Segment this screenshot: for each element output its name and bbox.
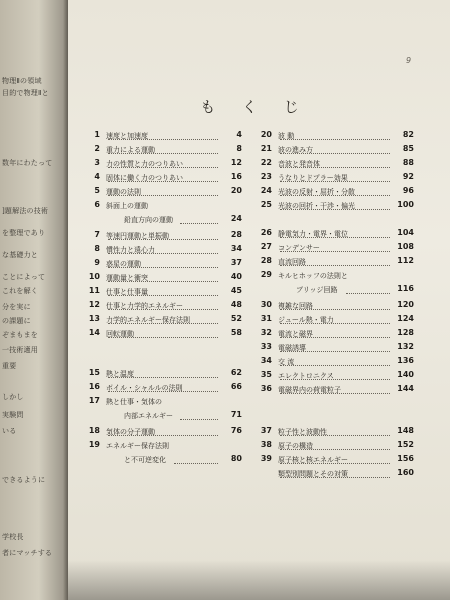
page-ref: 92 [402, 172, 414, 181]
chapter-title: 熱と仕事・気体の [106, 398, 162, 406]
chapter-title: 原子の構造 [278, 442, 313, 450]
left-page-text: できるように [2, 476, 46, 484]
toc-entry[interactable] [256, 200, 414, 212]
page-ref: 45 [230, 286, 242, 295]
chapter-number: 34 [260, 356, 272, 365]
toc-entry[interactable] [84, 130, 242, 142]
page-ref: 34 [230, 244, 242, 253]
left-page-text: ]題解法の技術 [2, 207, 49, 215]
page-ref: 8 [236, 144, 242, 153]
toc-entry[interactable] [84, 186, 242, 198]
page-ref: 28 [230, 230, 242, 239]
left-page-text: 者にマッチする [2, 549, 53, 557]
toc-entry[interactable] [256, 328, 414, 340]
chapter-title: 光波の回折・干渉・偏光 [278, 202, 355, 210]
page-ref: 40 [230, 272, 242, 281]
toc-entry[interactable] [84, 230, 242, 242]
toc-entry-continued[interactable] [84, 214, 242, 226]
chapter-number: 27 [260, 242, 272, 251]
toc-entry[interactable] [256, 270, 414, 282]
page-ref: 116 [397, 284, 414, 293]
chapter-title: 力の性質と力のつりあい [106, 160, 183, 168]
page-ref: 62 [230, 368, 242, 377]
toc-entry-continued[interactable] [84, 454, 242, 466]
toc-entry[interactable] [84, 258, 242, 270]
chapter-title: 電磁界内の荷電粒子 [278, 386, 341, 394]
page-ref: 80 [230, 454, 242, 463]
chapter-number: 30 [260, 300, 272, 309]
page-ref: 136 [397, 356, 414, 365]
chapter-number: 18 [88, 426, 100, 435]
page-ref: 156 [397, 454, 414, 463]
chapter-title: 原子核と核エネルギー [278, 456, 348, 464]
toc-entry[interactable] [84, 328, 242, 340]
left-page-text: 目的で物理Ⅱと [2, 89, 49, 97]
page-number: 9 [406, 56, 412, 65]
chapter-title: キルヒホッフの法則と [278, 272, 348, 280]
left-page-text: しかし [2, 393, 24, 401]
chapter-title: 回転運動 [106, 330, 134, 338]
toc-entry[interactable] [84, 300, 242, 312]
toc-entry[interactable] [256, 242, 414, 254]
chapter-number: 17 [88, 396, 100, 405]
page-ref: 58 [230, 328, 242, 337]
toc-entry[interactable] [84, 314, 242, 326]
page-ref: 85 [402, 144, 414, 153]
toc-entry[interactable] [256, 172, 414, 184]
toc-entry[interactable] [256, 426, 414, 438]
chapter-number: 16 [88, 382, 100, 391]
toc-entry[interactable] [256, 228, 414, 240]
page-ref: 128 [397, 328, 414, 337]
toc-title: も く じ [200, 98, 310, 116]
page-ref: 82 [402, 130, 414, 139]
page-ref: 108 [397, 242, 414, 251]
page-ref: 132 [397, 342, 414, 351]
chapter-number: 39 [260, 454, 272, 463]
dot-leader [280, 134, 390, 140]
toc-entry[interactable] [84, 172, 242, 184]
chapter-title: 光波の反射・屈折・分散 [278, 188, 355, 196]
page-ref: 124 [397, 314, 414, 323]
chapter-title: 粒子性と波動性 [278, 428, 327, 436]
left-page [0, 0, 70, 600]
page-ref: 48 [230, 300, 242, 309]
dot-leader [180, 218, 218, 224]
chapter-title: 運動の法則 [106, 188, 141, 196]
chapter-title: 複雑な回路 [278, 302, 313, 310]
toc-entry[interactable] [84, 440, 242, 452]
chapter-number: 13 [88, 314, 100, 323]
chapter-number: 5 [94, 186, 100, 195]
page-ref: 37 [230, 258, 242, 267]
page-ref: 88 [402, 158, 414, 167]
page-ref: 152 [397, 440, 414, 449]
chapter-number: 20 [260, 130, 272, 139]
chapter-number: 21 [260, 144, 272, 153]
chapter-title: 電磁誘導 [278, 344, 306, 352]
toc-entry-continued[interactable] [84, 410, 242, 422]
toc-column-right [256, 128, 414, 518]
chapter-title: 仕事と仕事量 [106, 288, 148, 296]
toc-entry[interactable] [256, 468, 414, 480]
chapter-title: と不可逆変化 [124, 456, 166, 464]
chapter-number: 26 [260, 228, 272, 237]
toc-entry[interactable] [84, 286, 242, 298]
chapter-number: 10 [88, 272, 100, 281]
chapter-title: 波 動 [278, 132, 295, 140]
page-ref: 20 [230, 186, 242, 195]
page-ref: 4 [236, 130, 242, 139]
toc-entry[interactable] [256, 256, 414, 268]
chapter-title: エレクトロニクス [278, 372, 334, 380]
left-page-text: を整理であり [2, 229, 46, 237]
page-ref: 16 [230, 172, 242, 181]
toc-entry[interactable] [84, 158, 242, 170]
page-ref: 66 [230, 382, 242, 391]
chapter-title: 内部エネルギー [124, 412, 173, 420]
page-ref: 112 [397, 256, 414, 265]
page-ref: 76 [230, 426, 242, 435]
left-page-text: いる [2, 427, 17, 435]
chapter-number: 38 [260, 440, 272, 449]
chapter-title: 重力による運動 [106, 146, 155, 154]
chapter-title: 運動量と衝突 [106, 274, 148, 282]
page-ref: 160 [397, 468, 414, 477]
chapter-title: ボイル・シャルルの法則 [106, 384, 183, 392]
toc-entry[interactable] [256, 356, 414, 368]
left-page-text: ぞまもまを [2, 331, 38, 339]
chapter-number: 3 [94, 158, 100, 167]
chapter-title: 交 流 [278, 358, 295, 366]
toc-entry[interactable] [84, 244, 242, 256]
dot-leader [180, 414, 218, 420]
chapter-number: 35 [260, 370, 272, 379]
toc-entry[interactable] [256, 186, 414, 198]
chapter-number: 11 [88, 286, 100, 295]
chapter-title: 鉛直方向の運動 [124, 216, 173, 224]
chapter-number: 1 [94, 130, 100, 139]
page-ref: 104 [397, 228, 414, 237]
chapter-number: 33 [260, 342, 272, 351]
toc-entry[interactable] [256, 384, 414, 396]
chapter-title: 類型別問題とその対策 [278, 470, 348, 478]
chapter-title: 固体に働く力のつりあい [106, 174, 183, 182]
chapter-number: 25 [260, 200, 272, 209]
dot-leader [280, 360, 390, 366]
chapter-number: 31 [260, 314, 272, 323]
chapter-number: 24 [260, 186, 272, 195]
page-ref: 71 [230, 410, 242, 419]
toc-entry[interactable] [84, 382, 242, 394]
left-page-text: 実験問 [2, 411, 24, 419]
toc-entry[interactable] [256, 130, 414, 142]
chapter-number: 6 [94, 200, 100, 209]
page-ref: 144 [397, 384, 414, 393]
toc-entry[interactable] [256, 440, 414, 452]
chapter-number: 32 [260, 328, 272, 337]
chapter-title: 熱と温度 [106, 370, 134, 378]
chapter-number: 9 [94, 258, 100, 267]
left-page-text: の課題に [2, 317, 31, 325]
chapter-title: 力学的エネルギー保存法則 [106, 316, 190, 324]
toc-entry[interactable] [84, 426, 242, 438]
toc-entry[interactable] [256, 144, 414, 156]
chapter-title: コンデンサー [278, 244, 320, 252]
toc-entry[interactable] [256, 342, 414, 354]
chapter-number: 29 [260, 270, 272, 279]
chapter-title: ブリッジ回路 [296, 286, 338, 294]
chapter-title: ジュール熱・電力 [278, 316, 334, 324]
dot-leader [346, 288, 390, 294]
toc-entry[interactable] [84, 396, 242, 408]
toc-entry-continued[interactable] [256, 284, 414, 296]
page-ref: 100 [397, 200, 414, 209]
toc-entry[interactable] [84, 200, 242, 212]
page-ref: 120 [397, 300, 414, 309]
toc-entry[interactable] [256, 314, 414, 326]
chapter-title: 速度と加速度 [106, 132, 148, 140]
dot-leader [174, 458, 218, 464]
left-page-text: な基礎力と [2, 251, 38, 259]
left-page-text: 重要 [2, 362, 17, 370]
chapter-number: 14 [88, 328, 100, 337]
chapter-title: 等速円運動と単振動 [106, 232, 169, 240]
toc-entry[interactable] [256, 454, 414, 466]
chapter-number: 8 [94, 244, 100, 253]
chapter-title: 直流回路 [278, 258, 306, 266]
toc-entry[interactable] [256, 158, 414, 170]
chapter-title: 仕事と力学的エネルギー [106, 302, 183, 310]
page-ref: 96 [402, 186, 414, 195]
toc-entry[interactable] [256, 370, 414, 382]
page-ref: 148 [397, 426, 414, 435]
left-page-text: 数年にわたって [2, 159, 53, 167]
chapter-number: 37 [260, 426, 272, 435]
chapter-title: 惑星の運動 [106, 260, 141, 268]
chapter-title: 電流と磁界 [278, 330, 313, 338]
chapter-title: 気体の分子運動 [106, 428, 155, 436]
toc-entry[interactable] [256, 300, 414, 312]
page-ref: 12 [230, 158, 242, 167]
chapter-number: 28 [260, 256, 272, 265]
chapter-title: 斜面上の運動 [106, 202, 148, 210]
page-shadow [68, 560, 450, 600]
toc-column-left [84, 128, 242, 518]
chapter-number: 15 [88, 368, 100, 377]
chapter-number: 2 [94, 144, 100, 153]
left-page-text: 一技術適用 [2, 346, 38, 354]
chapter-number: 4 [94, 172, 100, 181]
toc-entry[interactable] [84, 368, 242, 380]
left-page-text: 物理Ⅱの領域 [2, 77, 42, 85]
chapter-number: 7 [94, 230, 100, 239]
page-ref: 140 [397, 370, 414, 379]
chapter-title: うなりとドプラー効果 [278, 174, 348, 182]
chapter-title: エネルギー保存法則 [106, 442, 169, 450]
chapter-title: 波の進み方 [278, 146, 313, 154]
chapter-number: 36 [260, 384, 272, 393]
chapter-title: 音波と発音体 [278, 160, 320, 168]
chapter-number: 12 [88, 300, 100, 309]
page-ref: 24 [230, 214, 242, 223]
chapter-number: 23 [260, 172, 272, 181]
toc-entry[interactable] [84, 272, 242, 284]
left-page-text: 学校長 [2, 533, 24, 541]
left-page-text: ことによって [2, 273, 46, 281]
chapter-number: 19 [88, 440, 100, 449]
left-page-text: これを解く [2, 287, 38, 295]
page-ref: 52 [230, 314, 242, 323]
chapter-number: 22 [260, 158, 272, 167]
left-page-text: 分を実に [2, 303, 31, 311]
chapter-title: 静電気力・電界・電位 [278, 230, 348, 238]
toc-entry[interactable] [84, 144, 242, 156]
chapter-title: 慣性力と遠心力 [106, 246, 155, 254]
